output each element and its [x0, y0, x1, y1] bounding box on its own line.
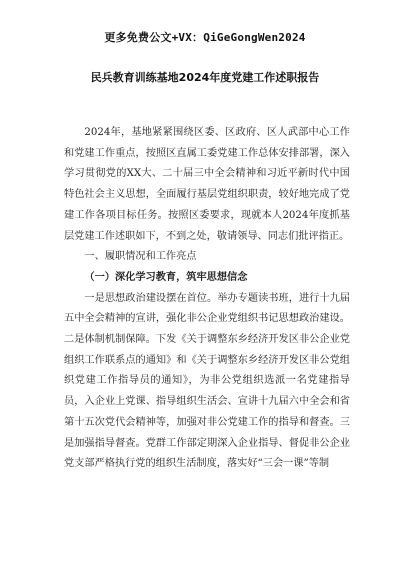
document-body	[64, 123, 350, 475]
body-paragraph: 一是思想政治建设摆在首位。举办专题读书班，进行十九届五中全会精神的宣讲，强化非公企业党组织书记思想政治建设。二是体制机制保障。下发《关于调整东乡经济开发区非公企业党组织工作联系点的通知》和《关于调整东乡经济开发区非公党组织党建工作指导员的通知》，为非公党组织选派一名党建指导员，入企业上党课、指导组织生活会、宣讲十九届六中全会和省第十五次党代会精神等，加强对非公党建工作的指导和督查。三是加强指导督查。党群工作部定期深入企业指导、督促非公企业党支部严格执行党的组织生活制度，落实好“三会一课”等制	[64, 292, 350, 470]
section-heading-1: 一、履职情况和工作亮点	[84, 251, 197, 263]
promo-header: 更多免费公文+VX：QiGeGongWen2024	[104, 31, 306, 44]
document-title: 民兵教育训练基地2024年度党建工作述职报告	[90, 71, 320, 84]
subsection-heading-1: （一）深化学习教育，筑牢思想信念	[84, 271, 248, 283]
intro-paragraph: 2024年，基地紧紧围绕区委、区政府、区人武部中心工作和党建工作重点，按照区直属工委党建工作总体安排部署，深入学习贯彻党的XX大、二十届三中全会精神和习近平新时代中国特色社会主义思想，全面履行基层党组织职责，较好地完成了党建工作各项目标任务。按照区委要求，现就本人2024年度抓基层党建工作述职如下，不到之处，敬请领导、同志们批评指正。	[64, 127, 350, 242]
